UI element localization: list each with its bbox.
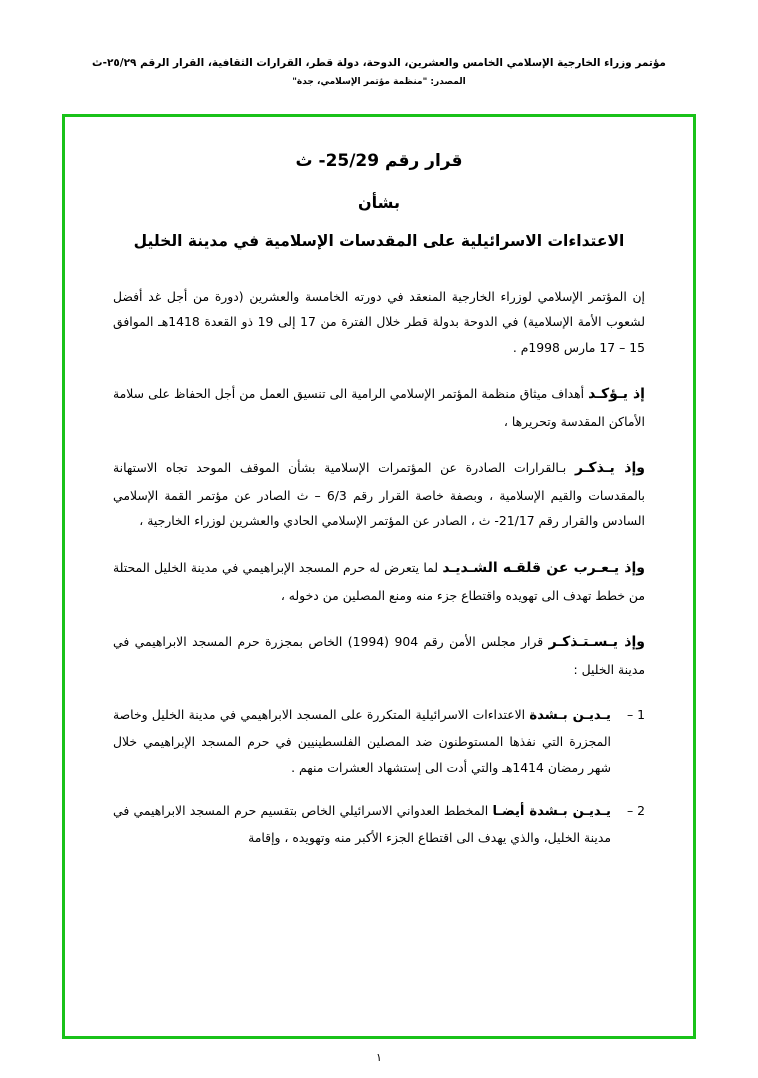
paragraph-preamble — [105, 284, 653, 360]
list-item-body — [113, 798, 611, 850]
header-source-line: المصدر: "منظمة مؤتمر الإسلامي، جدة" — [292, 76, 466, 87]
page-title: قرار رقم 25/29- ث — [295, 151, 463, 171]
list-item-lead: يـديـن بـشدة — [529, 708, 612, 724]
list-item-body — [113, 702, 611, 780]
list-item-text: المخطط العدواني الاسرائيلي الخاص بتقسيم حرم المسجد الابراهيمي في مدينة الخليل، والذي يهدف الى اقتطاع الجزء الأكبر منه وتهويده ، وإقامة — [113, 803, 611, 846]
paragraph-text: إن المؤتمر الإسلامي لوزراء الخارجية المنعقد في دورته الخامسة والعشرين (دورة من أجل غد أفضل لشعوب الأمة الإسلامية) في الدوحة بدولة قطر خلال الفترة من 17 إلى 19 ذو القعدة 1418هـ الموافق 15 – 17 مارس 1998م . — [113, 289, 645, 355]
document-subtitle-bishan: بشأن — [358, 193, 400, 212]
paragraph-lead: وإذ يـسـتـذكـر — [548, 634, 645, 651]
list-item-lead: يـديـن بـشدة أيضـا — [492, 804, 611, 820]
paragraph-lead: وإذ يـذكـر — [574, 460, 645, 477]
paragraph-affirms — [105, 380, 653, 434]
paragraph-text: لما يتعرض له حرم المسجد الإبراهيمي في مدينة الخليل المحتلة من خطط تهدف الى تهويده واقتطاع جزء منه ومنع المصلين من دخوله ، — [113, 559, 645, 603]
list-item — [105, 702, 653, 780]
list-item — [105, 798, 653, 850]
paragraph-text: قرار مجلس الأمن رقم 904 (1994) الخاص بمجزرة حرم المسجد الابراهيمي في مدينة الخليل : — [113, 634, 645, 677]
paragraph-text: أهداف ميثاق منظمة المؤتمر الإسلامي الرامية الى تنسيق العمل من أجل الحفاظ على سلامة الأماكن المقدسة وتحريرها ، — [113, 386, 645, 429]
list-item-text: الاعتداءات الاسرائيلية المتكررة على المسجد الابراهيمي في مدينة الخليل وخاصة المجزرة التي نفذها المستوطنون ضد المصلين الفلسطينيين في حرم المسجد الإبراهيمي خلال شهر رمضان 1414هـ والتي أدت الى إستشهاد العشرات منهم . — [113, 707, 611, 775]
paragraph-concern — [105, 554, 653, 608]
header-conference-line: مؤتمر وزراء الخارجية الإسلامي الخامس والعشرين، الدوحة، دولة قطر، القرارات الثقافية، القرار الرقم ٢٥/٢٩-ث — [92, 57, 666, 69]
paragraph-remembers — [105, 628, 653, 682]
document-subject: الاعتداءات الاسرائيلية على المقدسات الإسلامية في مدينة الخليل — [133, 232, 625, 250]
list-item-number: 2 – — [626, 803, 645, 819]
paragraph-lead: وإذ يـعـرب عن قلقـه الشـديـد — [442, 559, 645, 576]
page-number: ١ — [376, 1051, 382, 1064]
page-header — [0, 0, 758, 89]
paragraph-recalls — [105, 454, 653, 534]
paragraph-lead: إذ يـؤكـد — [588, 386, 645, 403]
paragraph-text: بـالقرارات الصادرة عن المؤتمرات الإسلامية بشأن الموقف الموحد تجاه الاستهانة بالمقدسات والقيم الإسلامية ، وبصفة خاصة القرار رقم 6/3 – ث الصادر عن مؤتمر القمة الإسلامي السادس والقرار رقم 21/17- ث ، الصادر عن المؤتمر الإسلامي الحادي والعشرين لوزراء الخارجية ، — [113, 460, 645, 529]
document-frame — [62, 114, 696, 1039]
list-item-number: 1 – — [626, 707, 645, 723]
